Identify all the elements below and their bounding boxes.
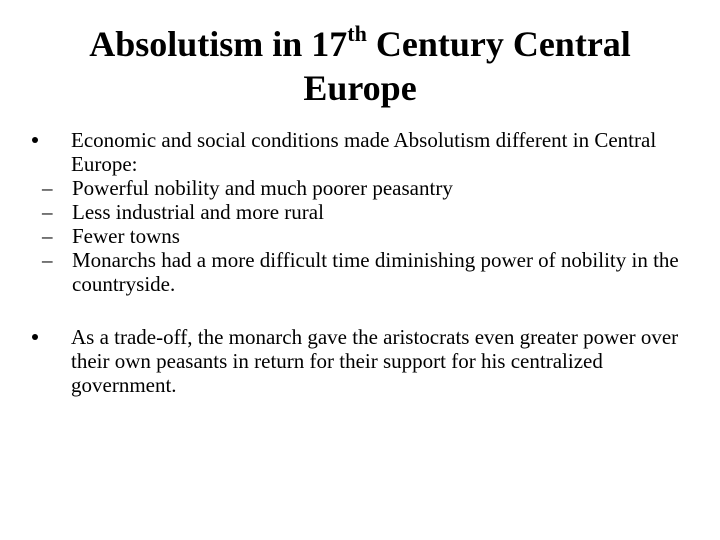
- sub-bullet-text: Powerful nobility and much poorer peasantry: [72, 176, 453, 200]
- bullet-item-1: [30, 128, 690, 176]
- title-text-pre: Absolutism in 17: [89, 24, 348, 64]
- slide-body: [30, 128, 690, 397]
- sub-bullet-item: [0, 176, 700, 200]
- sub-bullet-text: Fewer towns: [72, 224, 180, 248]
- sub-bullet-item: [0, 224, 700, 248]
- sub-bullet-text: Less industrial and more rural: [72, 200, 324, 224]
- title-text-post: Century Central: [366, 24, 631, 64]
- dash-icon: –: [42, 224, 53, 248]
- bullet-text: Economic and social conditions made Absolutism different in Central Europe:: [71, 128, 657, 176]
- dash-icon: –: [42, 176, 53, 200]
- sub-bullet-item: [0, 200, 700, 224]
- title-line-1: [36, 22, 684, 66]
- title-superscript: th: [347, 21, 367, 46]
- dash-icon: –: [42, 200, 53, 224]
- dash-icon: –: [42, 248, 53, 272]
- bullet-item-2: [30, 325, 690, 397]
- slide-title: [36, 22, 684, 110]
- sub-bullet-text: Monarchs had a more difficult time diminishing power of nobility in the countryside.: [72, 248, 679, 296]
- bullet-text: As a trade-off, the monarch gave the aristocrats even greater power over their own peasants in return for their support for his centralized government.: [71, 325, 679, 397]
- sub-bullet-item: [0, 248, 700, 296]
- title-line-2: Europe: [303, 68, 417, 108]
- sub-bullet-list: [0, 176, 700, 296]
